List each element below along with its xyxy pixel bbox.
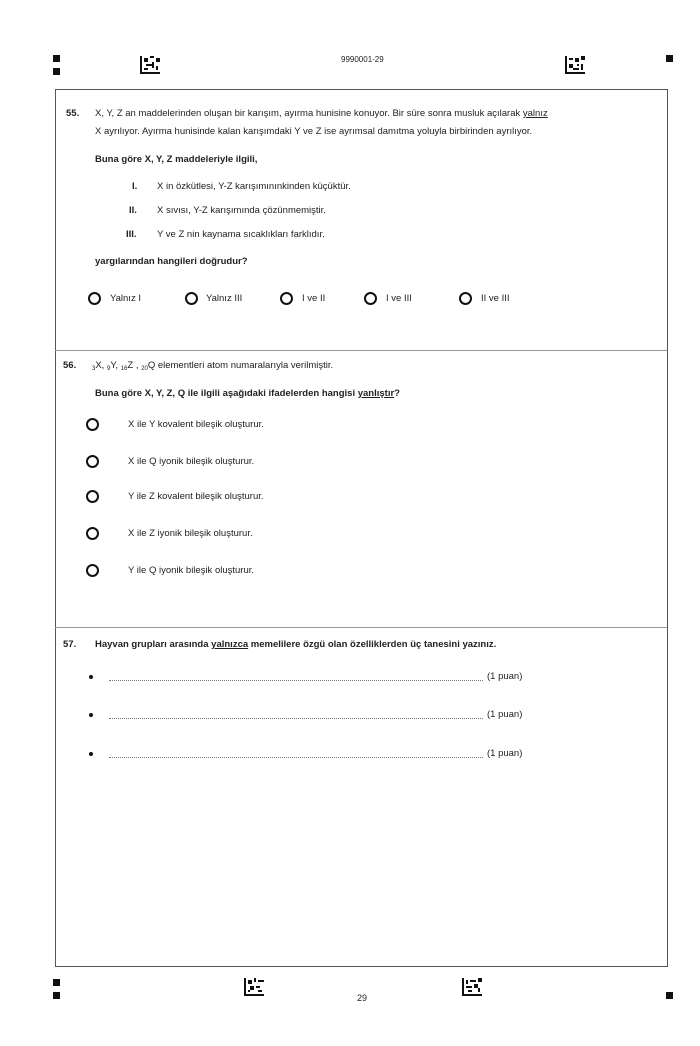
- option-label: X ile Q iyonik bileşik oluşturur.: [128, 456, 255, 467]
- option-radio[interactable]: [86, 490, 99, 503]
- statement-roman: III.: [126, 229, 137, 240]
- answer-line[interactable]: [109, 680, 483, 681]
- option-radio[interactable]: [459, 292, 472, 305]
- bullet: [89, 752, 93, 756]
- points-label: (1 puan): [487, 709, 523, 720]
- corner-marker: [53, 68, 60, 75]
- option-radio[interactable]: [86, 418, 99, 431]
- question-55-number: 55.: [66, 108, 80, 119]
- corner-marker: [666, 992, 673, 999]
- bullet: [89, 713, 93, 717]
- atomic-number: 9: [106, 366, 111, 372]
- page-number: 29: [357, 993, 368, 1003]
- element-symbol: Y,: [110, 360, 121, 371]
- element-symbol: Q: [147, 360, 156, 371]
- corner-marker: [53, 992, 60, 999]
- statement-text: Y ve Z nin kaynama sıcaklıkları farklıdır.: [157, 229, 325, 240]
- question-56-intro: [92, 360, 333, 372]
- option-radio[interactable]: [280, 292, 293, 305]
- underlined-word: yalnız: [522, 108, 548, 119]
- question-57-text-b: memelilere özgü olan özelliklerden üç tanesini yazınız.: [248, 639, 497, 650]
- question-56-stem-text: Buna göre X, Y, Z, Q ile ilgili aşağıdaki ifadelerden hangisi: [95, 388, 358, 399]
- corner-marker: [666, 55, 673, 62]
- statement-roman: II.: [129, 205, 137, 216]
- option-radio[interactable]: [88, 292, 101, 305]
- section-divider: [55, 627, 667, 628]
- option-label: II ve III: [481, 293, 510, 304]
- question-mark: ?: [394, 388, 400, 399]
- question-56-number: 56.: [63, 360, 77, 371]
- underlined-word: yalnızca: [211, 639, 249, 650]
- option-label: X ile Z iyonik bileşik oluşturur.: [128, 528, 253, 539]
- atomic-number: 20: [141, 366, 148, 372]
- underlined-word: yanlıştır: [357, 388, 395, 399]
- datamatrix-code-icon: [462, 978, 482, 996]
- datamatrix-code-icon: [140, 56, 160, 74]
- statement-text: X in özkütlesi, Y-Z karışımınınkinden küçüktür.: [157, 181, 351, 192]
- question-57-text: [95, 639, 496, 650]
- answer-line[interactable]: [109, 757, 483, 758]
- section-divider: [55, 350, 667, 351]
- question-55-stem: Buna göre X, Y, Z maddeleriyle ilgili,: [95, 154, 258, 165]
- question-57-text-a: Hayvan grupları arasında: [95, 639, 212, 650]
- option-radio[interactable]: [86, 564, 99, 577]
- statement-text: X sıvısı, Y-Z karışımında çözünmemiştir.: [157, 205, 326, 216]
- corner-marker: [53, 55, 60, 62]
- document-code: 9990001-29: [341, 55, 384, 64]
- option-radio[interactable]: [364, 292, 377, 305]
- question-55-line-1-text: X, Y, Z an maddelerinden oluşan bir karışım, ayırma hunisine konuyor. Bir süre sonra musluk açılarak: [95, 108, 523, 119]
- option-radio[interactable]: [86, 527, 99, 540]
- option-label: Y ile Q iyonik bileşik oluşturur.: [128, 565, 255, 576]
- question-55-line-2: X ayrılıyor. Ayırma hunisinde kalan karışımdaki Y ve Z ise ayrımsal damıtma yoluyla birbirinden ayrılıyor.: [95, 126, 533, 137]
- bullet: [89, 675, 93, 679]
- option-radio[interactable]: [86, 455, 99, 468]
- option-label: Yalnız III: [206, 293, 243, 304]
- atomic-number: 3: [92, 366, 96, 372]
- points-label: (1 puan): [487, 671, 523, 682]
- datamatrix-code-icon: [565, 56, 585, 74]
- option-radio[interactable]: [185, 292, 198, 305]
- element-symbol: X,: [95, 360, 107, 371]
- corner-marker: [53, 979, 60, 986]
- option-label: Y ile Z kovalent bileşik oluşturur.: [128, 491, 264, 502]
- element-symbol: Z ,: [127, 360, 142, 371]
- option-label: Yalnız I: [110, 293, 141, 304]
- question-55-line-1: [95, 108, 548, 119]
- option-label: X ile Y kovalent bileşik oluşturur.: [128, 419, 264, 430]
- question-56-stem: [95, 388, 400, 399]
- question-55-question: yargılarından hangileri doğrudur?: [95, 256, 248, 267]
- question-56-intro-text: elementleri atom numaralarıyla verilmiştir.: [157, 360, 334, 371]
- option-label: I ve II: [302, 293, 326, 304]
- question-57-number: 57.: [63, 639, 77, 650]
- option-label: I ve III: [386, 293, 412, 304]
- statement-roman: I.: [132, 181, 138, 192]
- atomic-number: 16: [120, 366, 128, 372]
- points-label: (1 puan): [487, 748, 523, 759]
- datamatrix-code-icon: [244, 978, 264, 996]
- answer-line[interactable]: [109, 718, 483, 719]
